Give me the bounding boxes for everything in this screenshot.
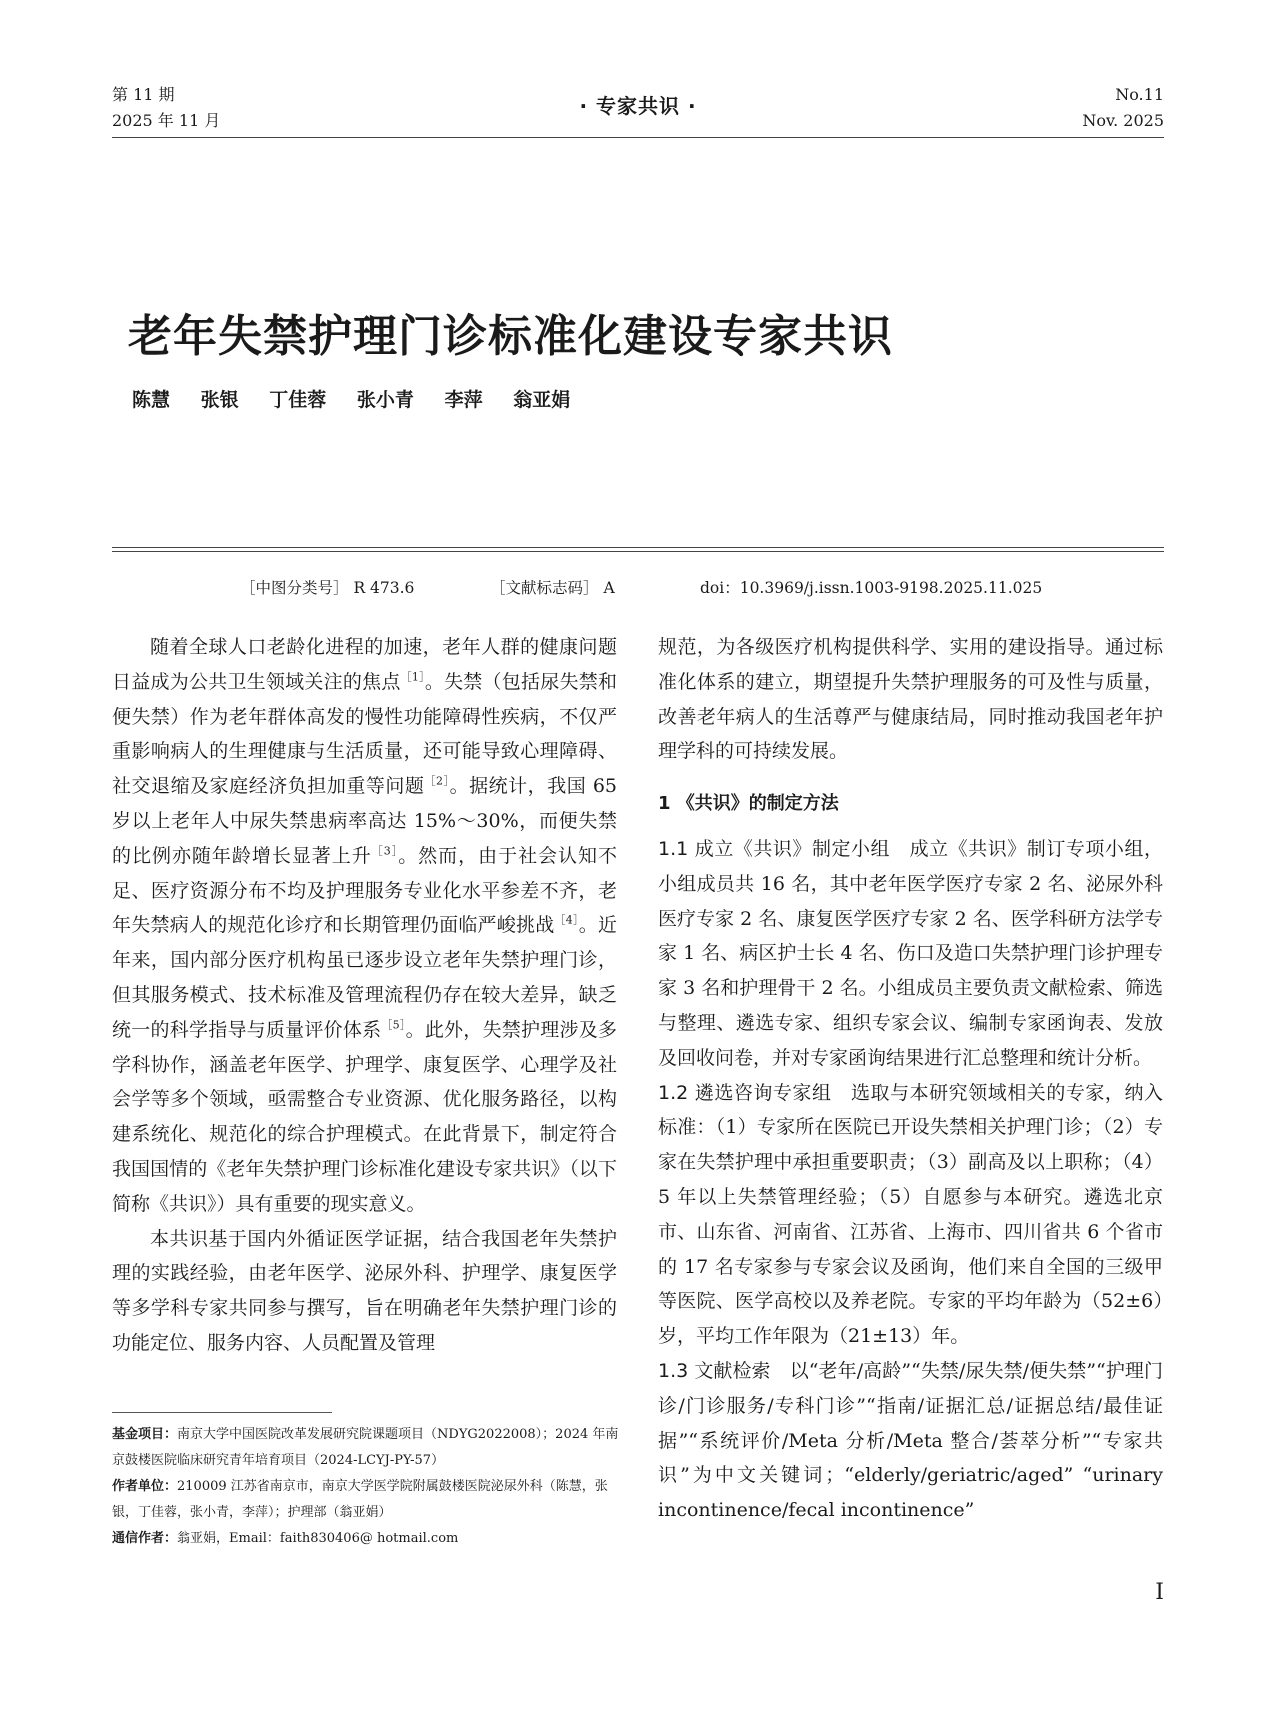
footnote-rule	[112, 1412, 332, 1413]
subsection-text: 以“老年/高龄”“失禁/尿失禁/便失禁”“护理门诊/门诊服务/专科门诊”“指南/证据汇总/证据总结/最佳证据”“系统评价/Meta 分析/Meta 整合/荟萃分析”“专家共识”为中文关键词；“elderly/geriatric/aged” “urinary incontinence/fecal incontinence”	[658, 1359, 1163, 1522]
right-column	[658, 630, 1163, 1528]
citation: ［5］	[381, 1018, 406, 1032]
subsection-title: 1.2 遴选咨询专家组	[658, 1081, 832, 1104]
title-rule	[112, 547, 1164, 552]
date-en: Nov. 2025	[1082, 111, 1164, 130]
correspondence-text: 翁亚娟，Email：faith830406@ hotmail.com	[177, 1531, 459, 1546]
fund-label: 基金项目：	[112, 1427, 178, 1442]
paragraph: 规范，为各级医疗机构提供科学、实用的建设指导。通过标准化体系的建立，期望提升失禁护理服务的可及性与质量，改善老年病人的生活尊严与健康结局，同时推动我国老年护理学科的可持续发展。	[658, 636, 1163, 763]
doi: doi：10.3969/j.issn.1003-9198.2025.11.025	[700, 579, 1043, 597]
text-run: 。近年来，国内部分医疗机构虽已逐步设立老年失禁护理门诊，但其服务模式、技术标准及管理流程仍存在较大差异，缺乏统一的科学指导与质量评价体系	[112, 914, 617, 1041]
subsection	[658, 832, 1163, 1076]
citation: ［1］	[400, 670, 425, 684]
header-rule	[112, 137, 1164, 138]
footnote-fund	[112, 1422, 622, 1474]
text-run: 。此外，失禁护理涉及多学科协作，涵盖老年医学、护理学、康复医学、心理学及社会学等多个领域，亟需整合专业资源、优化服务路径，以构建系统化、规范化的综合护理模式。在此背景下，制定符合我国国情的《老年失禁护理门诊标准化建设专家共识》（以下简称《共识》）具有重要的现实意义。	[112, 1018, 617, 1215]
header-right	[1082, 82, 1164, 134]
clc-label: ［中图分类号］	[240, 579, 349, 597]
left-column	[112, 630, 617, 1361]
fund-text: 南京大学中国医院改革发展研究院课题项目（NDYG2022008）；2024 年南京鼓楼医院临床研究青年培育项目（2024-LCYJ-PY-57）	[112, 1427, 619, 1468]
text-run: 。失禁（包括尿失禁和便失禁）作为老年群体高发的慢性功能障碍性疾病，不仅严重影响病人的生理健康与生活质量，还可能导致心理障碍、社交退缩及家庭经济负担加重等问题	[112, 670, 617, 798]
citation: ［4］	[554, 914, 579, 928]
subsection-title: 1.3 文献检索	[658, 1359, 771, 1382]
footnote-affiliation	[112, 1474, 622, 1526]
doc-code-label: ［文献标志码］	[490, 579, 599, 597]
paragraph: 本共识基于国内外循证医学证据，结合我国老年失禁护理的实践经验，由老年医学、泌尿外科、护理学、康复医学等多学科专家共同参与撰写，旨在明确老年失禁护理门诊的功能定位、服务内容、人员配置及管理	[112, 1227, 617, 1354]
subsection	[658, 1076, 1163, 1354]
clc-group	[240, 576, 414, 598]
author: 丁佳蓉	[269, 389, 327, 411]
text-run: 。然而，由于社会认知不足、医疗资源分布不均及护理服务专业化水平参差不齐，老年失禁病人的规范化诊疗和长期管理仍面临严峻挑战	[112, 844, 617, 937]
correspondence-label: 通信作者：	[112, 1531, 178, 1546]
issue-en: No.11	[1115, 85, 1164, 104]
author: 陈慧	[132, 389, 171, 411]
footnotes	[112, 1422, 622, 1552]
citation: ［3］	[371, 844, 399, 858]
text-run: 。据统计，我国 65 岁以上老年人中尿失禁患病率高达 15%～30%，而便失禁的比例亦随年龄增长显著上升	[112, 775, 618, 867]
section-heading: 1 《共识》的制定方法	[658, 793, 839, 815]
issue-cn: 第 11 期	[112, 85, 175, 104]
author: 翁亚娟	[513, 389, 571, 411]
subsection-text: 选取与本研究领域相关的专家，纳入标准：（1）专家所在医院已开设失禁相关护理门诊；（2）专家在失禁护理中承担重要职责；（3）副高及以上职称；（4）5 年以上失禁管理经验；（5）自愿参与本研究。遴选北京市、山东省、河南省、江苏省、上海市、四川省共 6 个省市的 17 名专家参与专家会议及函询，他们来自全国的三级甲等医院、医学高校以及养老院。专家的平均年龄为（52±6）岁，平均工作年限为（21±13）年。	[658, 1081, 1163, 1348]
doc-group	[490, 576, 615, 598]
author-list	[132, 385, 594, 412]
date-cn: 2025 年 11 月	[112, 111, 221, 130]
clc-value: R 473.6	[353, 579, 415, 597]
subsection-title: 1.1 成立《共识》制定小组	[658, 837, 891, 860]
affiliation-text: 210009 江苏省南京市，南京大学医学院附属鼓楼医院泌尿外科（陈慧，张银，丁佳蓉，张小青，李萍）；护理部（翁亚娟）	[112, 1479, 608, 1520]
article-title: 老年失禁护理门诊标准化建设专家共识	[128, 311, 893, 362]
citation: ［2］	[424, 774, 450, 788]
author: 李萍	[444, 389, 483, 411]
subsection-text: 成立《共识》制订专项小组，小组成员共 16 名，其中老年医学医疗专家 2 名、泌尿外科医疗专家 2 名、康复医学医疗专家 2 名、医学科研方法学专家 1 名、病区护士长 4 名、伤口及造口失禁护理门诊护理专家 3 名和护理骨干 2 名。小组成员主要负责文献检索、筛选与整理、遴选专家、组织专家会议、编制专家函询表、发放及回收问卷，并对专家函询结果进行汇总整理和统计分析。	[658, 837, 1163, 1069]
text-run: 随着全球人口老龄化进程的加速，老年人群的健康问题日益成为公共卫生领域关注的焦点	[112, 636, 617, 693]
subsection	[658, 1354, 1163, 1528]
doc-code-value: A	[603, 579, 615, 597]
section-label: · 专家共识 ·	[579, 94, 697, 118]
page-number: Ⅰ	[1155, 1580, 1164, 1605]
footnote-correspondence	[112, 1526, 622, 1552]
author: 张小青	[356, 389, 414, 411]
paragraph	[112, 630, 617, 1222]
affiliation-label: 作者单位：	[112, 1479, 178, 1494]
author: 张银	[200, 389, 239, 411]
